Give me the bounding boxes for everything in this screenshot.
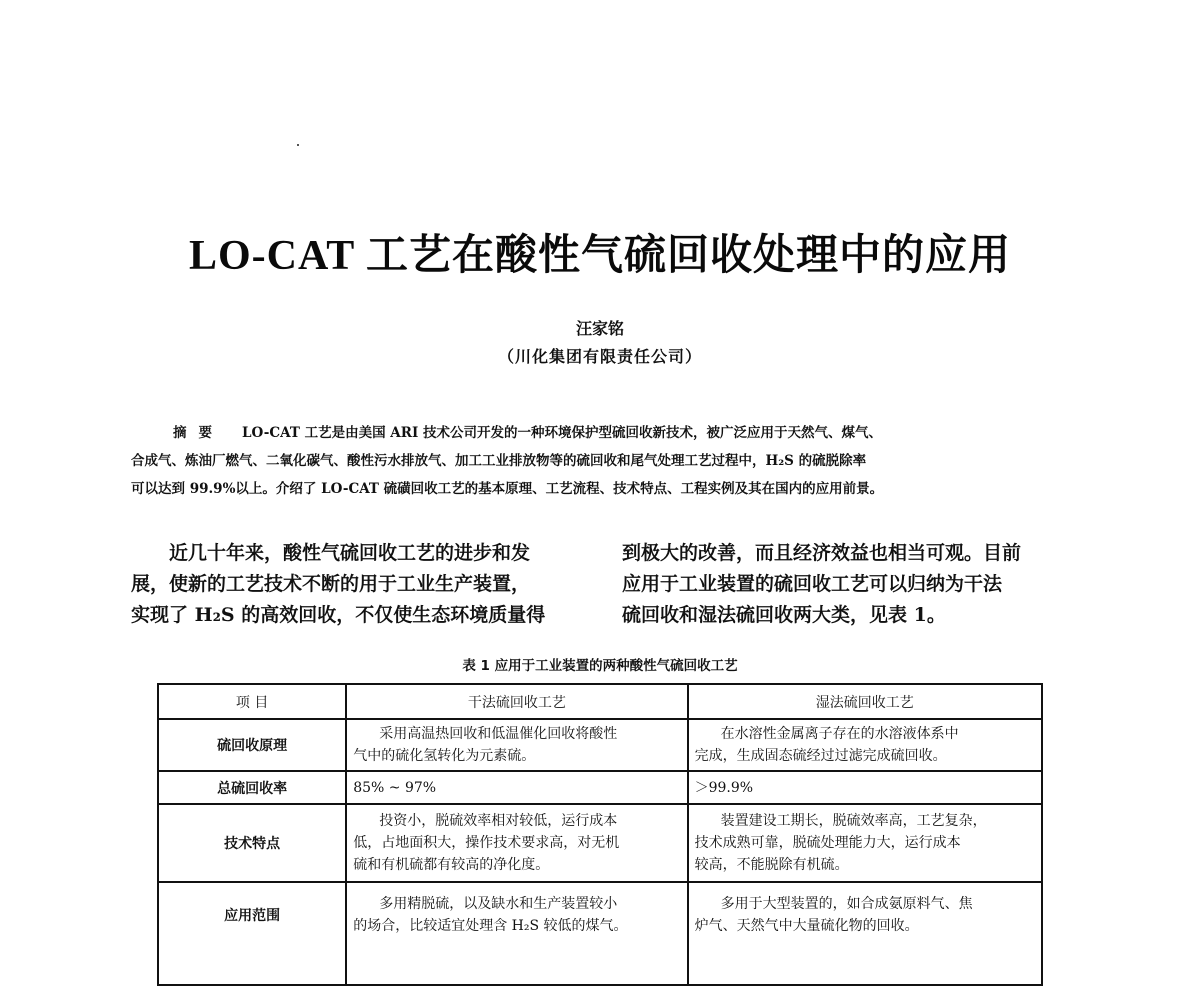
body-line: 展，使新的工艺技术不断的用于工业生产装置， — [131, 573, 531, 595]
abstract-line-2: 合成气、炼油厂燃气、二氧化碳气、酸性污水排放气、加工工业排放物等的硫回收和尾气处理工艺过程中，H₂S 的硫脱除率 — [131, 453, 867, 469]
wet-cell: 多用于大型装置的，如合成氨原料气、焦 炉气、天然气中大量硫化物的回收。 — [688, 882, 1042, 985]
header-wet-process: 湿法硫回收工艺 — [688, 684, 1042, 719]
body-column-right — [622, 538, 1082, 631]
dry-cell: 多用精脱硫，以及缺水和生产装置较小 的场合，比较适宜处理含 H₂S 较低的煤气。 — [346, 882, 687, 985]
table-caption: 表 1 应用于工业装置的两种酸性气硫回收工艺 — [462, 658, 738, 674]
table-row — [158, 804, 1042, 882]
body-line: 实现了 H₂S 的高效回收，不仅使生态环境质量得 — [131, 604, 546, 626]
header-item: 项 目 — [158, 684, 346, 719]
table-row — [158, 882, 1042, 985]
header-dry-process: 干法硫回收工艺 — [346, 684, 687, 719]
dry-cell: 投资小，脱硫效率相对较低，运行成本 低，占地面积大，操作技术要求高，对无机 硫和有机硫都有较高的净化度。 — [346, 804, 687, 882]
table-row — [158, 771, 1042, 804]
body-line: 应用于工业装置的硫回收工艺可以归纳为干法 — [622, 573, 1003, 595]
wet-cell: 在水溶性金属离子存在的水溶液体系中 完成，生成固态硫经过过滤完成硫回收。 — [688, 719, 1042, 771]
body-line: 硫回收和湿法硫回收两大类，见表 1。 — [622, 604, 946, 626]
dry-cell: 85% ~ 97% — [346, 771, 687, 804]
comparison-table — [157, 683, 1043, 986]
row-label: 技术特点 — [158, 804, 346, 882]
table-header-row — [158, 684, 1042, 719]
paper-title: LO-CAT 工艺在酸性气硫回收处理中的应用 — [189, 233, 1011, 279]
row-label: 硫回收原理 — [158, 719, 346, 771]
abstract — [131, 419, 1071, 503]
row-label: 总硫回收率 — [158, 771, 346, 804]
dry-cell: 采用高温热回收和低温催化回收将酸性 气中的硫化氢转化为元素硫。 — [346, 719, 687, 771]
scan-speck — [297, 144, 299, 146]
body-column-left — [131, 538, 591, 631]
row-label: 应用范围 — [158, 882, 346, 985]
abstract-line-1: 摘要 LO-CAT 工艺是由美国 ARI 技术公司开发的一种环境保护型硫回收新技术，被广泛应用于天然气、煤气、 — [173, 425, 882, 441]
abstract-line-3: 可以达到 99.9%以上。介绍了 LO-CAT 硫磺回收工艺的基本原理、工艺流程、技术特点、工程实例及其在国内的应用前景。 — [131, 481, 884, 497]
author-name: 汪家铭 — [575, 319, 624, 338]
wet-cell: 装置建设工期长，脱硫效率高，工艺复杂， 技术成熟可靠，脱硫处理能力大，运行成本 较高，不能脱除有机硫。 — [688, 804, 1042, 882]
body-line: 到极大的改善，而且经济效益也相当可观。目前 — [622, 542, 1022, 564]
wet-cell: ＞99.9% — [688, 771, 1042, 804]
author-affiliation: （川化集团有限责任公司） — [497, 347, 702, 366]
table-row — [158, 719, 1042, 771]
body-line: 近几十年来，酸性气硫回收工艺的进步和发 — [169, 542, 531, 564]
abstract-label: 摘要 — [173, 425, 224, 441]
